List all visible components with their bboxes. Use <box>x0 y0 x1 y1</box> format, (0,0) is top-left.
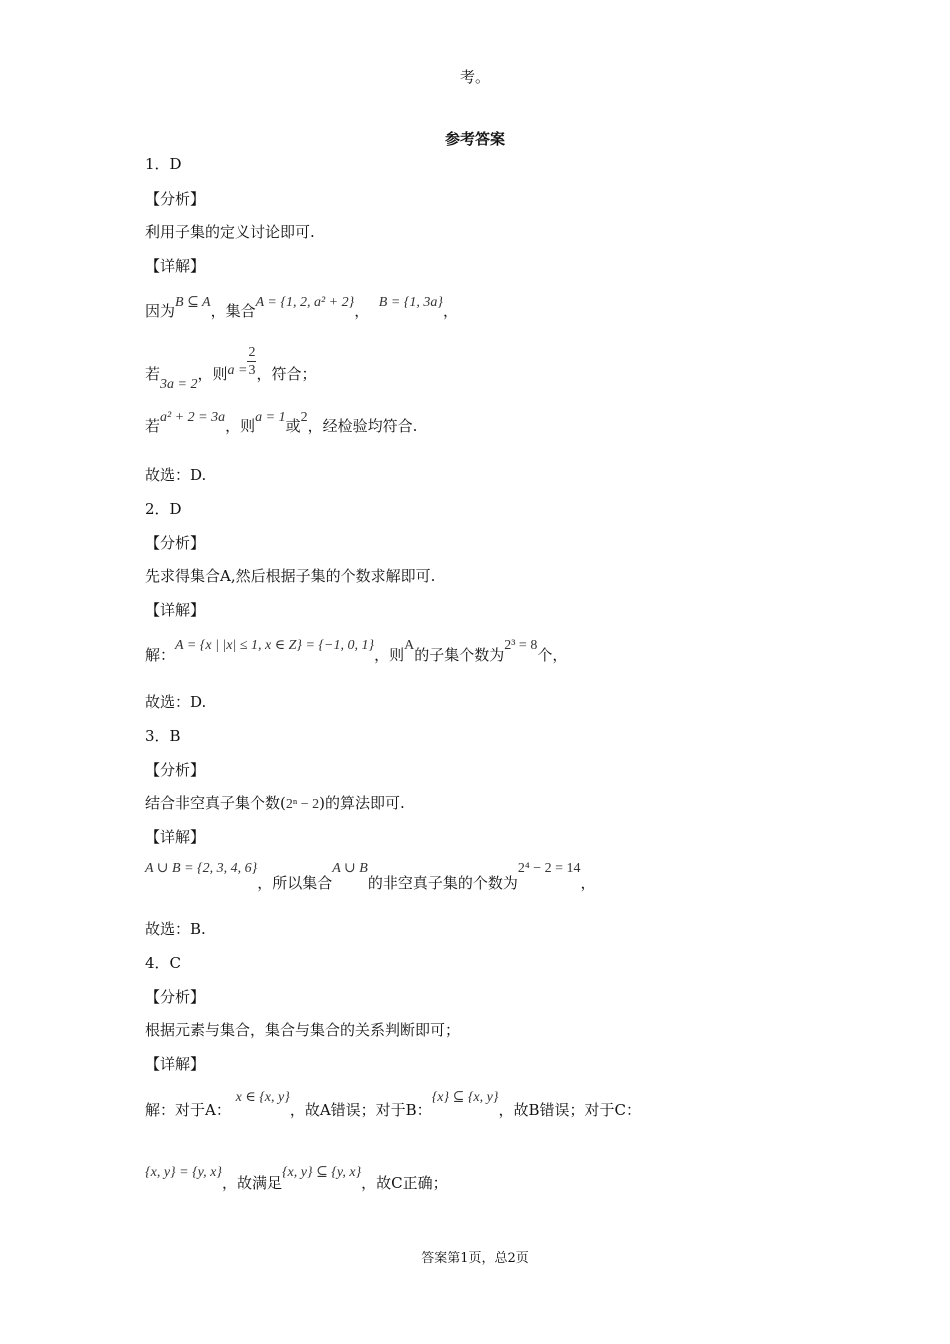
formula: B = {1, 3a} <box>378 295 443 310</box>
formula: 3a = 2 <box>160 376 198 392</box>
formula: A = {1, 2, a² + 2} <box>255 295 355 310</box>
text: ，则 <box>197 364 228 383</box>
text: ， <box>442 302 458 320</box>
formula: B ⊆ A <box>175 295 211 310</box>
formula: 2³ = 8 <box>504 638 538 653</box>
q1-answer: 1．D <box>145 155 182 173</box>
formula: A <box>404 638 415 653</box>
text: 或 <box>285 417 301 435</box>
q4-detail-tag: 【详解】 <box>145 1055 206 1073</box>
formula: 2ⁿ − 2 <box>285 797 320 812</box>
text: 因为 <box>145 302 176 320</box>
formula: {x, y} = {y, x} <box>145 1165 222 1180</box>
q4-analysis-text: 根据元素与集合，集合与集合的关系判断即可； <box>145 1021 461 1039</box>
q2-answer: 2．D <box>145 500 182 518</box>
formula: a = <box>227 362 248 378</box>
formula: A ∪ B = {2, 3, 4, 6} <box>145 861 258 876</box>
text: ，则 <box>374 646 405 664</box>
page-title: 参考答案 <box>444 130 505 148</box>
formula: x ∈ {x, y} <box>235 1090 290 1105</box>
q3-answer: 3．B <box>145 727 181 745</box>
q3-conclusion: 故选：B. <box>145 920 206 938</box>
text: )的算法即可. <box>319 794 405 812</box>
fraction-numerator: 2 <box>248 345 256 360</box>
fraction-denominator: 3 <box>248 363 256 378</box>
text: ，故满足 <box>221 1174 282 1192</box>
q1-analysis-text: 利用子集的定义讨论即可. <box>145 223 315 241</box>
q2-analysis-tag: 【分析】 <box>145 534 206 552</box>
q1-conclusion: 故选：D. <box>145 466 207 484</box>
text: 个， <box>537 646 568 664</box>
text: 若 <box>145 364 161 383</box>
formula: {x, y} ⊆ {y, x} <box>281 1165 362 1180</box>
q3-analysis-tag: 【分析】 <box>145 761 206 779</box>
formula: {x} ⊆ {x, y} <box>431 1090 499 1105</box>
text: 若 <box>145 417 161 435</box>
text: ，集合 <box>210 302 256 320</box>
text: ， <box>354 302 370 320</box>
formula: A = {x | |x| ≤ 1, x ∈ Z} = {−1, 0, 1} <box>175 638 375 653</box>
text: ，符合； <box>256 364 317 383</box>
text: ， <box>580 874 596 892</box>
text: 的子集个数为 <box>414 646 505 664</box>
q4-detail-line1 <box>145 1085 641 1119</box>
q2-conclusion: 故选：D. <box>145 693 207 711</box>
text: ，故C正确； <box>361 1174 448 1192</box>
text: ，经检验均符合. <box>307 417 418 435</box>
text: 解：对于A： <box>145 1101 231 1119</box>
text: 结合非空真子集个数( <box>145 794 286 812</box>
q4-answer: 4．C <box>145 954 182 972</box>
formula: 2 <box>300 410 308 425</box>
text: ，故A错误；对于B： <box>289 1101 432 1119</box>
q3-analysis-text <box>145 792 405 813</box>
formula: a = 1 <box>255 410 286 425</box>
text: ，则 <box>225 417 256 435</box>
q1-analysis-tag: 【分析】 <box>145 190 206 208</box>
page-footer: 答案第1页，总2页 <box>421 1251 529 1266</box>
q4-analysis-tag: 【分析】 <box>145 988 206 1006</box>
text: ，所以集合 <box>257 874 333 892</box>
q1-detail-line2 <box>145 344 317 392</box>
q3-detail-line1 <box>145 856 596 892</box>
header-text: 考。 <box>459 68 490 86</box>
q2-detail-line1 <box>145 633 568 664</box>
text: ，故B错误；对于C： <box>498 1101 641 1119</box>
q1-detail-line3 <box>145 405 418 435</box>
formula: 2⁴ − 2 = 14 <box>517 861 581 876</box>
q2-detail-tag: 【详解】 <box>145 601 206 619</box>
q2-analysis-text: 先求得集合A,然后根据子集的个数求解即可. <box>145 567 436 585</box>
formula: A ∪ B <box>332 861 368 876</box>
text: 解： <box>145 646 176 664</box>
formula: a² + 2 = 3a <box>160 410 226 425</box>
q1-detail-tag: 【详解】 <box>145 257 206 275</box>
q1-detail-line1 <box>145 290 458 320</box>
text: 的非空真子集的个数为 <box>367 874 518 892</box>
q4-detail-line2 <box>145 1160 448 1192</box>
q3-detail-tag: 【详解】 <box>145 828 206 846</box>
